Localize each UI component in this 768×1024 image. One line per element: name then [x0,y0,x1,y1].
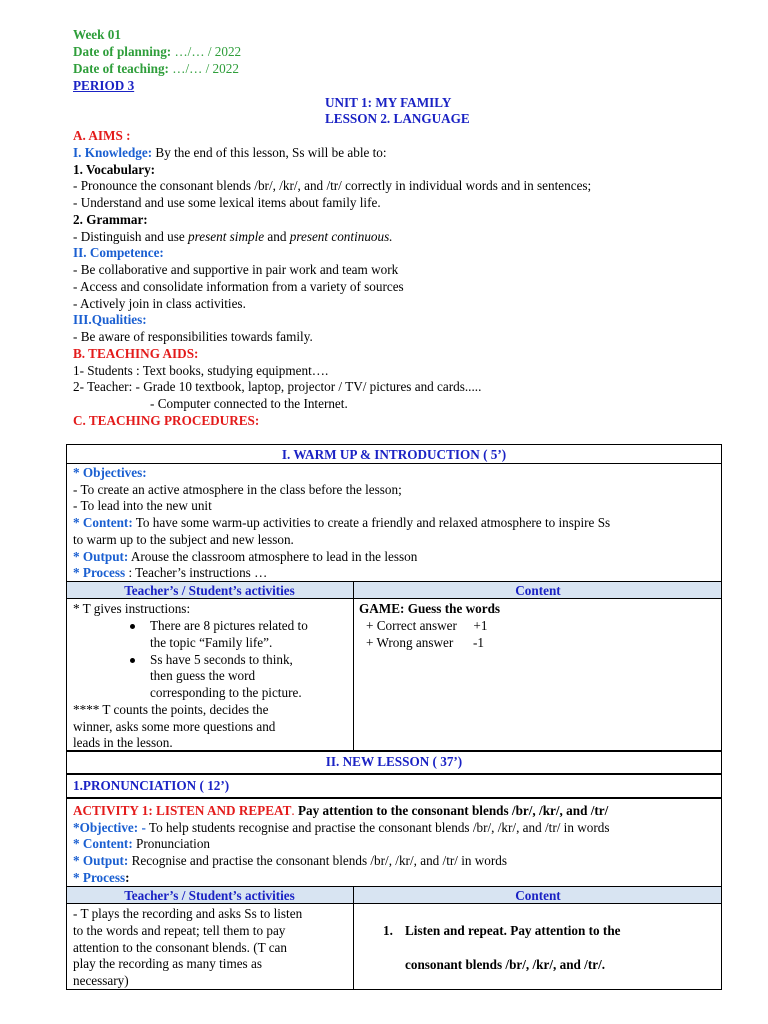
activity-objective-label: *Objective: - [73,820,146,835]
vocabulary-item-2: - Understand and use some lexical items about family life. [73,195,381,210]
warmup-objectives-label: * Objectives: [73,465,147,480]
grammar-text-d: present continuous. [289,229,393,244]
activity-content-text: Pronunciation [132,836,211,851]
activity-output [73,852,507,869]
warmup-output-text: Arouse the classroom atmosphere to lead in the lesson [128,549,418,564]
vocabulary-heading: 1. Vocabulary: [73,162,156,177]
grammar-item-1 [73,228,393,245]
activity-heading [73,802,608,819]
unit-title: UNIT 1: MY FAMILY [325,95,452,110]
lesson-title: LESSON 2. LANGUAGE [325,111,470,126]
warmup-objective-2: - To lead into the new unit [73,498,212,513]
grammar-text-a: - Distinguish and use [73,229,189,244]
game-title: GAME: Guess the words [359,601,501,616]
warmup-output-label: * Output: [73,549,129,564]
game-wrong: + Wrong answer -1 [366,635,484,650]
period-label: PERIOD 3 [73,78,135,93]
aids-teacher: 2- Teacher: - Grade 10 textbook, laptop, projector / TV/ pictures and cards..... [73,379,482,394]
activity-right-number: 1. [383,923,393,938]
procedures-heading: C. TEACHING PROCEDURES: [73,413,260,428]
teaching-date [73,60,239,77]
activity-left-4: play the recording as many times as [73,956,262,971]
warmup-bullet-2b: then guess the word [150,668,256,683]
teaching-date-label: Date of teaching: [73,61,169,76]
vocabulary-item-1: - Pronounce the consonant blends /br/, /kr/, and /tr/ correctly in individual words and in sentences; [73,178,592,193]
activity-text: Pay attention to the consonant blends /br/, /kr/, and /tr/ [294,803,609,818]
new-lesson-title: II. NEW LESSON ( 37’) [325,754,463,769]
game-correct: + Correct answer +1 [366,618,488,633]
aids-teacher-computer: - Computer connected to the Internet. [150,396,348,411]
activity-content [73,835,210,852]
activity-label: ACTIVITY 1: LISTEN AND REPEAT [73,803,292,818]
planning-date-label: Date of planning: [73,44,172,59]
activity-col-activities: Teacher’s / Student’s activities [124,888,295,903]
warmup-col-activities: Teacher’s / Student’s activities [124,583,295,598]
activity-output-text: Recognise and practise the consonant blends /br/, /kr/, and /tr/ in words [128,853,508,868]
activity-process-colon: : [125,870,130,885]
warmup-bullet-2a: Ss have 5 seconds to think, [150,652,293,667]
warmup-objective-1: - To create an active atmosphere in the class before the lesson; [73,482,402,497]
warmup-content-label: * Content: [73,515,133,530]
warmup-content-cont: to warm up to the subject and new lesson. [73,532,294,547]
warmup-column-divider [353,581,354,751]
competence-heading: II. Competence: [73,245,164,260]
qualities-heading: III.Qualities: [73,312,147,327]
warmup-bullet-1a: There are 8 pictures related to [150,618,308,633]
warmup-process-text: : Teacher’s instructions … [125,565,268,580]
activity-left-5: necessary) [73,973,129,988]
competence-item-2: - Access and consolidate information from a variety of sources [73,279,404,294]
warmup-process-label: * Process [73,565,126,580]
week-label: Week 01 [73,27,121,42]
warmup-col-content: Content [515,583,561,598]
grammar-text-c: and [264,229,290,244]
activity-process-label: * Process [73,870,126,885]
activity-output-label: * Output: [73,853,129,868]
warmup-left-instructions: * T gives instructions: [73,601,191,616]
competence-item-3: - Actively join in class activities. [73,296,246,311]
bullet-icon [130,658,135,663]
aids-students: 1- Students : Text books, studying equipment…. [73,363,329,378]
aims-heading: A. AIMS : [73,128,131,143]
warmup-title-divider [66,463,722,464]
activity-objective [73,819,609,836]
activity-process [73,869,130,886]
activity-content-label: * Content: [73,836,133,851]
activity-right-2: consonant blends /br/, /kr/, and /tr/. [405,957,606,972]
planning-date-value: …/… / 2022 [171,44,242,59]
warmup-content [73,514,610,531]
grammar-heading: 2. Grammar: [73,212,148,227]
warmup-left-4: leads in the lesson. [73,735,173,750]
warmup-left-2: **** T counts the points, decides the [73,702,269,717]
warmup-bullet-1b: the topic “Family life”. [150,635,273,650]
bullet-icon [130,624,135,629]
activity-col-content: Content [515,888,561,903]
knowledge-text: By the end of this lesson, Ss will be able to: [152,145,387,160]
warmup-output [73,548,417,565]
activity-right-1: Listen and repeat. Pay attention to the [405,923,621,938]
teaching-date-value: …/… / 2022 [168,61,239,76]
warmup-content-text: To have some warm-up activities to create a friendly and relaxed atmosphere to inspire Ss [132,515,611,530]
warmup-left-3: winner, asks some more questions and [73,719,276,734]
knowledge-label: I. Knowledge: [73,145,153,160]
activity-left-2: to the words and repeat; tell them to pay [73,923,286,938]
warmup-process [73,564,267,581]
activity-dot: . [291,803,295,818]
teaching-aids-heading: B. TEACHING AIDS: [73,346,199,361]
activity-objective-text: To help students recognise and practise the consonant blends /br/, /kr/, and /tr/ in words [145,820,610,835]
qualities-item-1: - Be aware of responsibilities towards family. [73,329,313,344]
planning-date [73,43,241,60]
knowledge-line [73,144,387,161]
warmup-title: I. WARM UP & INTRODUCTION ( 5’) [281,447,507,462]
competence-item-1: - Be collaborative and supportive in pair work and team work [73,262,399,277]
pronunciation-title: 1.PRONUNCIATION ( 12’) [73,778,230,793]
warmup-bullet-2c: corresponding to the picture. [150,685,302,700]
activity-left-3: attention to the consonant blends. (T can [73,940,288,955]
grammar-text-b: present simple [188,229,265,244]
activity-left-1: - T plays the recording and asks Ss to listen [73,906,303,921]
